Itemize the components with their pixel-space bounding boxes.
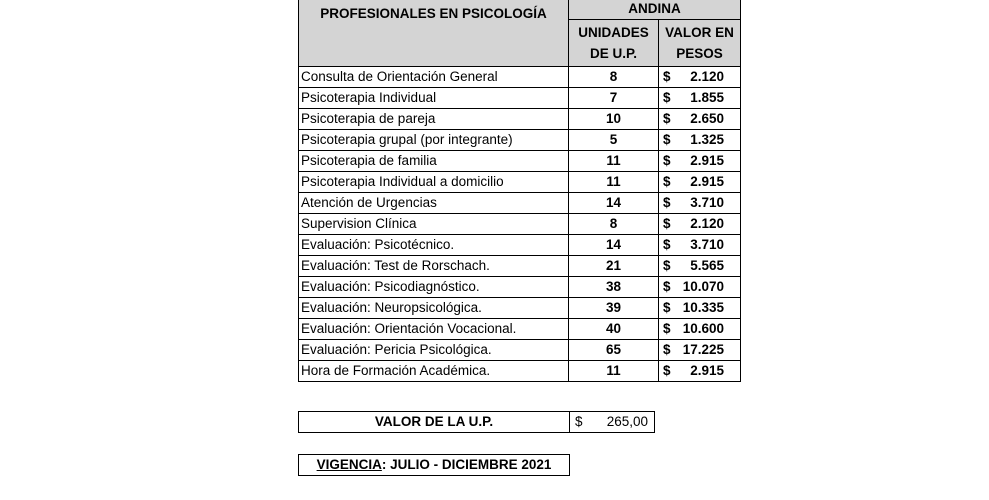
service-units: 11 xyxy=(569,172,659,193)
up-value-amount: 265,00 xyxy=(606,414,648,429)
header-units: UNIDADES DE U.P. xyxy=(569,20,659,67)
currency-symbol: $ xyxy=(663,216,671,231)
currency-symbol: $ xyxy=(663,363,671,378)
table-row xyxy=(299,88,741,109)
service-value: 1.325 xyxy=(690,132,724,147)
service-value-cell xyxy=(659,340,741,361)
service-name: Psicoterapia de familia xyxy=(299,151,569,172)
service-value-cell xyxy=(659,319,741,340)
service-value-cell xyxy=(659,151,741,172)
currency-symbol: $ xyxy=(663,174,671,189)
service-units: 7 xyxy=(569,88,659,109)
currency-symbol: $ xyxy=(663,300,671,315)
vigencia-period: : JULIO - DICIEMBRE 2021 xyxy=(381,457,552,472)
currency-symbol: $ xyxy=(575,414,583,429)
service-value: 2.650 xyxy=(690,111,724,126)
service-name: Consulta de Orientación General xyxy=(299,67,569,88)
service-value-cell xyxy=(659,298,741,319)
table-row xyxy=(299,319,741,340)
service-value: 2.915 xyxy=(690,174,724,189)
service-name: Evaluación: Psicotécnico. xyxy=(299,235,569,256)
service-value: 17.225 xyxy=(682,342,724,357)
service-name: Psicoterapia Individual a domicilio xyxy=(299,172,569,193)
table-row xyxy=(299,151,741,172)
vigencia-box xyxy=(298,454,570,476)
service-value: 2.120 xyxy=(690,216,724,231)
service-name: Evaluación: Pericia Psicológica. xyxy=(299,340,569,361)
service-units: 39 xyxy=(569,298,659,319)
service-units: 11 xyxy=(569,151,659,172)
service-value: 1.855 xyxy=(690,90,724,105)
service-units: 10 xyxy=(569,109,659,130)
tariff-table xyxy=(298,0,741,382)
up-value-box xyxy=(298,411,655,433)
service-value: 5.565 xyxy=(690,258,724,273)
table-row xyxy=(299,361,741,382)
service-value-cell xyxy=(659,172,741,193)
service-units: 14 xyxy=(569,235,659,256)
service-value: 3.710 xyxy=(690,237,724,252)
service-value-cell xyxy=(659,214,741,235)
service-value-cell xyxy=(659,88,741,109)
currency-symbol: $ xyxy=(663,279,671,294)
service-value-cell xyxy=(659,235,741,256)
header-value: VALOR EN PESOS xyxy=(659,20,741,67)
service-name: Psicoterapia grupal (por integrante) xyxy=(299,130,569,151)
service-value-cell xyxy=(659,67,741,88)
service-value-cell xyxy=(659,109,741,130)
service-name: Atención de Urgencias xyxy=(299,193,569,214)
service-value: 2.915 xyxy=(690,363,724,378)
service-units: 5 xyxy=(569,130,659,151)
header-andina: ANDINA xyxy=(569,0,741,20)
up-value-amount-cell xyxy=(570,412,654,432)
service-name: Evaluación: Psicodiagnóstico. xyxy=(299,277,569,298)
service-name: Evaluación: Neuropsicológica. xyxy=(299,298,569,319)
service-value: 2.915 xyxy=(690,153,724,168)
service-name: Supervision Clínica xyxy=(299,214,569,235)
table-row xyxy=(299,130,741,151)
table-row xyxy=(299,172,741,193)
table-row xyxy=(299,214,741,235)
currency-symbol: $ xyxy=(663,153,671,168)
table-row xyxy=(299,235,741,256)
service-units: 21 xyxy=(569,256,659,277)
table-row xyxy=(299,298,741,319)
service-units: 8 xyxy=(569,214,659,235)
service-value-cell xyxy=(659,130,741,151)
service-value: 10.070 xyxy=(682,279,724,294)
service-value: 10.600 xyxy=(682,321,724,336)
service-units: 11 xyxy=(569,361,659,382)
service-value: 10.335 xyxy=(682,300,724,315)
service-units: 8 xyxy=(569,67,659,88)
header-professionals: PROFESIONALES EN PSICOLOGÍA xyxy=(299,0,569,67)
table-row xyxy=(299,193,741,214)
service-value: 3.710 xyxy=(690,195,724,210)
service-units: 38 xyxy=(569,277,659,298)
service-name: Hora de Formación Académica. xyxy=(299,361,569,382)
service-value-cell xyxy=(659,361,741,382)
table-row xyxy=(299,277,741,298)
service-units: 65 xyxy=(569,340,659,361)
vigencia-title: VIGENCIA xyxy=(316,457,382,472)
service-name: Psicoterapia de pareja xyxy=(299,109,569,130)
table-row xyxy=(299,256,741,277)
service-units: 40 xyxy=(569,319,659,340)
service-name: Psicoterapia Individual xyxy=(299,88,569,109)
currency-symbol: $ xyxy=(663,342,671,357)
table-row xyxy=(299,67,741,88)
currency-symbol: $ xyxy=(663,258,671,273)
currency-symbol: $ xyxy=(663,195,671,210)
currency-symbol: $ xyxy=(663,111,671,126)
service-value-cell xyxy=(659,277,741,298)
currency-symbol: $ xyxy=(663,132,671,147)
service-value-cell xyxy=(659,256,741,277)
currency-symbol: $ xyxy=(663,90,671,105)
service-value: 2.120 xyxy=(690,69,724,84)
table-row xyxy=(299,340,741,361)
service-value-cell xyxy=(659,193,741,214)
currency-symbol: $ xyxy=(663,69,671,84)
service-units: 14 xyxy=(569,193,659,214)
currency-symbol: $ xyxy=(663,321,671,336)
service-name: Evaluación: Orientación Vocacional. xyxy=(299,319,569,340)
table-row xyxy=(299,109,741,130)
currency-symbol: $ xyxy=(663,237,671,252)
up-value-label: VALOR DE LA U.P. xyxy=(299,412,570,432)
service-name: Evaluación: Test de Rorschach. xyxy=(299,256,569,277)
